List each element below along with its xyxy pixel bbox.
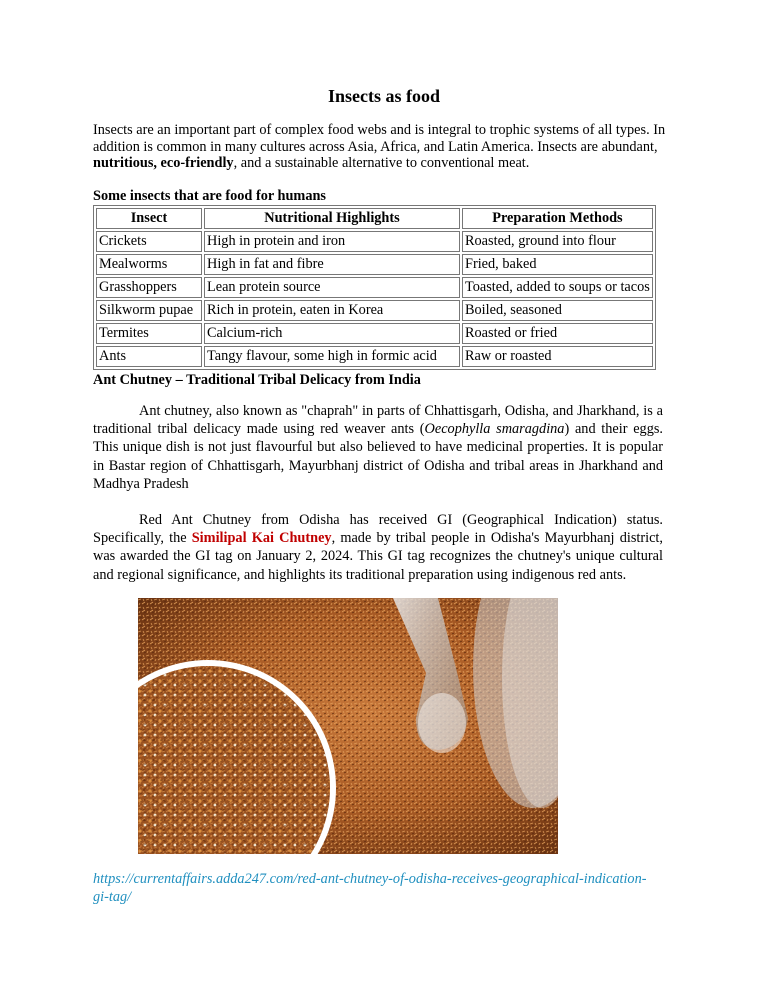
species-name: Oecophylla smaragdina [424,421,565,438]
ant-chutney-paragraph [93,402,663,493]
header-insect: Insect [96,208,202,229]
para2-before: Red Ant Chutney from Odisha has received GI (Geographical Indication) status. Specifically, the [93,512,663,547]
highlighted-chutney-name: Similipal Kai Chutney [191,530,332,547]
section-heading: Ant Chutney – Traditional Tribal Delicacy from India [93,372,421,388]
cell-preparation: Roasted, ground into flour [462,231,653,252]
insects-table [93,205,656,370]
cell-nutrition: Calcium-rich [204,323,460,344]
cell-preparation: Toasted, added to soups or tacos [462,277,653,298]
table-row [96,346,653,367]
page-title: Insects as food [327,86,440,106]
cell-nutrition: Rich in protein, eaten in Korea [204,300,460,321]
intro-bold-text: nutritious, eco-friendly [93,155,234,172]
cell-insect: Silkworm pupae [96,300,202,321]
intro-text-after: , and a sustainable alternative to conventional meat. [233,155,530,172]
cell-preparation: Boiled, seasoned [462,300,653,321]
cell-insect: Mealworms [96,254,202,275]
cell-preparation: Fried, baked [462,254,653,275]
table-row [96,277,653,298]
intro-paragraph [93,122,673,172]
para2-after: , made by tribal people in Odisha's Mayurbhanj district, was awarded the GI tag on January 2, 2024. This GI tag recognizes the chutney's unique cultural and regional significance, and highlights its traditional preparation using indigenous red ants. [93,530,663,583]
cell-preparation: Raw or roasted [462,346,653,367]
table-row [96,323,653,344]
para1-before: Ant chutney, also known as "chaprah" in parts of Chhattisgarh, Odisha, and Jharkhand, is a traditional tribal delicacy made using red weaver ants ( [93,403,663,438]
header-preparation: Preparation Methods [462,208,653,229]
para1-after: ) and their eggs. This unique dish is not just flavourful but also believed to have medicinal properties. It is popular in Bastar region of Chhattisgarh, Mayurbhanj district of Odisha and tribal areas in Jharkhand and Madhya Pradesh [93,421,663,492]
ant-chutney-image [138,598,558,854]
cell-nutrition: High in protein and iron [204,231,460,252]
table-row [96,254,653,275]
table-header-row [96,208,653,229]
ant-chutney-photo [138,598,558,854]
cell-insect: Termites [96,323,202,344]
gi-status-paragraph [93,511,663,584]
intro-text-before: Insects are an important part of complex food webs and is integral to trophic systems of all types. In addition is common in many cultures across Asia, Africa, and Latin America. Insects are abundant, [93,122,666,155]
cell-insect: Ants [96,346,202,367]
cell-nutrition: High in fat and fibre [204,254,460,275]
cell-nutrition: Lean protein source [204,277,460,298]
cell-nutrition: Tangy flavour, some high in formic acid [204,346,460,367]
cell-insect: Grasshoppers [96,277,202,298]
source-link[interactable]: https://currentaffairs.adda247.com/red-ant-chutney-of-odisha-receives-geographical-indication-gi-tag/ [93,871,647,905]
cell-insect: Crickets [96,231,202,252]
cell-preparation: Roasted or fried [462,323,653,344]
header-nutrition: Nutritional Highlights [204,208,460,229]
table-row [96,231,653,252]
table-caption: Some insects that are food for humans [93,188,326,204]
table-row [96,300,653,321]
